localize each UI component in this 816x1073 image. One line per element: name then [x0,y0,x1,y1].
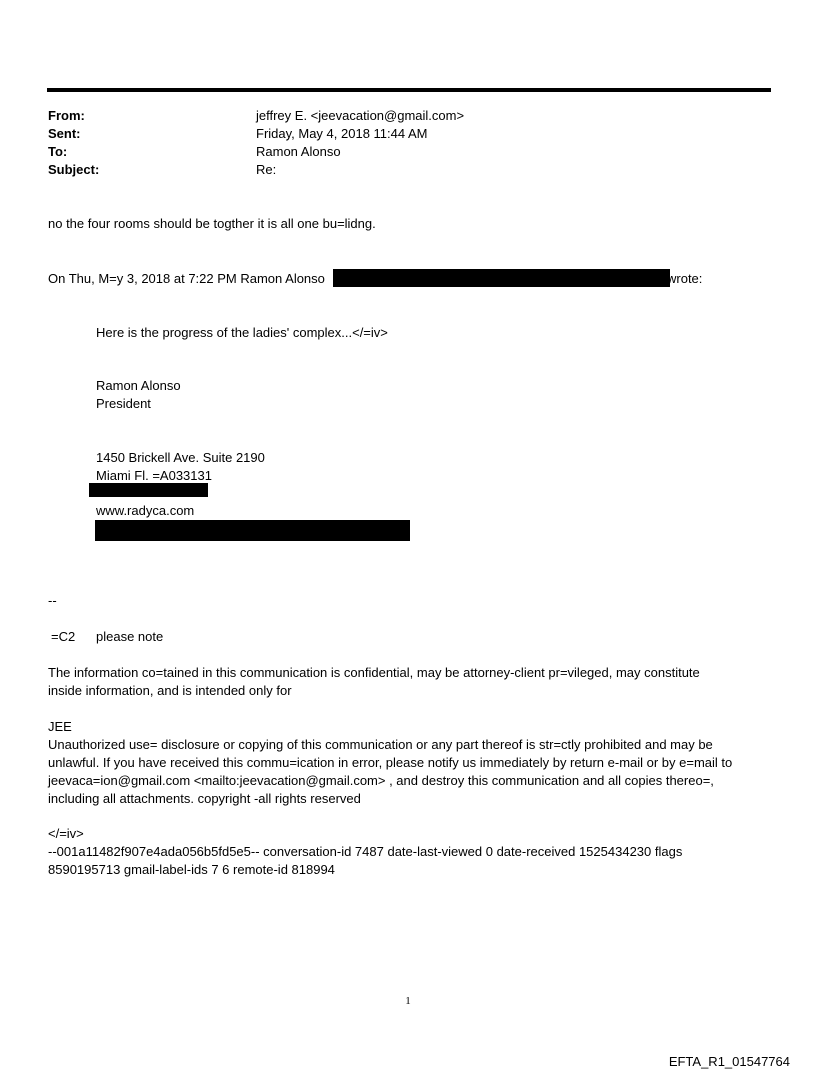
from-value: jeffrey E. <jeevacation@gmail.com> [256,108,465,123]
quoted-message: Here is the progress of the ladies' complex...</=iv> [96,325,388,340]
metadata-line2: 8590195713 gmail-label-ids 7 6 remote-id 818994 [48,862,335,877]
metadata-line1: --001a11482f907e4ada056b5fd5e5-- conversation-id 7487 date-last-viewed 0 date-received 1525434230 flags [48,844,683,859]
disclaimer-confidential-line2: inside information, and is intended only for [48,683,292,698]
signature-name: Ramon Alonso [96,378,181,393]
to-label: To: [48,144,68,159]
quote-intro-suffix: wrote: [667,271,703,286]
disclaimer-unauthorized-line2: unlawful. If you have received this commu=ication in error, please notify us immediately by return e-mail or by e=mail to [48,755,733,770]
reply-text: no the four rooms should be togther it is all one bu=lidng. [48,216,376,231]
page-number: 1 [405,995,411,1007]
note-text: please note [96,629,164,644]
signature-website: www.radyca.com [96,503,195,518]
signature-title: President [96,396,151,411]
disclaimer-unauthorized-line1: Unauthorized use= disclosure or copying of this communication or any part thereof is str=ctly prohibited and may be [48,737,713,752]
redaction-phone [89,483,208,497]
bates-number: EFTA_R1_01547764 [668,1054,790,1069]
from-label: From: [48,108,85,123]
disclaimer-unauthorized-line3: jeevaca=ion@gmail.com <mailto:jeevacation@gmail.com> , and destroy this communication and all copies thereo=, [48,773,714,788]
sent-label: Sent: [48,126,81,141]
jee-label: JEE [48,719,72,734]
quote-intro-prefix: On Thu, M=y 3, 2018 at 7:22 PM Ramon Alonso [48,271,325,286]
disclaimer-unauthorized-line4: including all attachments. copyright -all rights reserved [48,791,361,806]
disclaimer-confidential-line1: The information co=tained in this communication is confidential, may be attorney-client pr=vileged, may constitute [48,665,700,680]
subject-value: Re: [256,162,277,177]
note-prefix: =C2 [51,629,76,644]
signature-address-line1: 1450 Brickell Ave. Suite 2190 [96,450,265,465]
header-divider [47,88,771,92]
redaction-signature-line [95,520,410,541]
to-value: Ramon Alonso [256,144,341,159]
signature-address-line2: Miami Fl. =A033131 [96,468,212,483]
redaction-email [333,269,670,287]
signature-separator: -- [48,593,57,608]
message-metadata [48,825,773,879]
disclaimer-confidential [48,664,773,700]
closing-tag: </=iv> [48,826,84,841]
sent-value: Friday, May 4, 2018 11:44 AM [256,126,428,141]
disclaimer-unauthorized [48,718,773,808]
subject-label: Subject: [48,162,100,177]
